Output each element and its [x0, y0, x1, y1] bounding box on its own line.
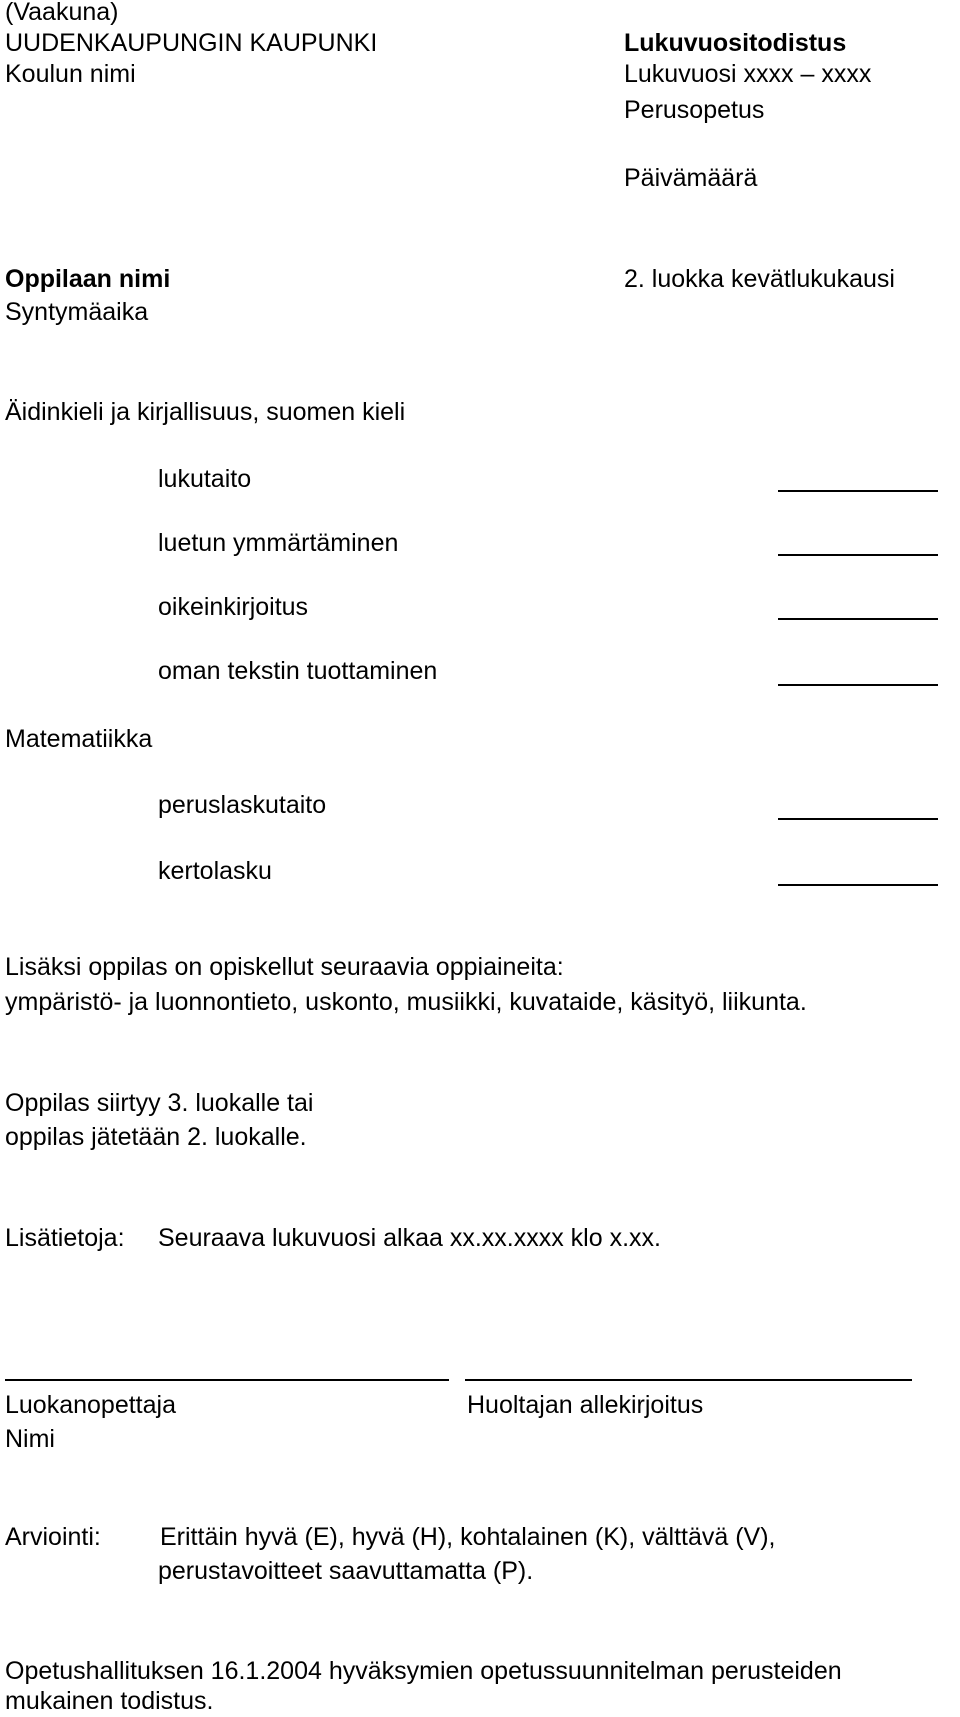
- subject-item: oman tekstin tuottaminen: [158, 657, 438, 685]
- transfer-line-2: oppilas jätetään 2. luokalle.: [5, 1123, 307, 1151]
- grade-line: [778, 490, 938, 492]
- guardian-signature-label: Huoltajan allekirjoitus: [467, 1391, 704, 1419]
- teacher-signature-line: [5, 1379, 449, 1381]
- other-subjects-intro: Lisäksi oppilas on opiskellut seuraavia oppiaineita:: [5, 953, 564, 981]
- subject-item: kertolasku: [158, 857, 272, 885]
- date-field: Päivämäärä: [624, 164, 758, 192]
- grading-line-1: Erittäin hyvä (E), hyvä (H), kohtalainen (K), välttävä (V),: [160, 1523, 776, 1551]
- grade-line: [778, 554, 938, 556]
- subject-title-finnish: Äidinkieli ja kirjallisuus, suomen kieli: [5, 398, 406, 426]
- subject-item: peruslaskutaito: [158, 791, 327, 819]
- grade-line: [778, 684, 938, 686]
- subject-title-math: Matematiikka: [5, 725, 153, 753]
- school-year: Lukuvuosi xxxx – xxxx: [624, 60, 872, 88]
- other-subjects-list: ympäristö- ja luonnontieto, uskonto, musiikki, kuvataide, käsityö, liikunta.: [5, 988, 807, 1016]
- grade-line: [778, 818, 938, 820]
- student-name-label: Oppilaan nimi: [5, 265, 171, 293]
- document-title: Lukuvuositodistus: [624, 29, 847, 57]
- guardian-signature-line: [465, 1379, 912, 1381]
- birthdate-label: Syntymäaika: [5, 298, 149, 326]
- city-name: UUDENKAUPUNGIN KAUPUNKI: [5, 29, 378, 57]
- grading-label: Arviointi:: [5, 1523, 101, 1551]
- additional-info-label: Lisätietoja:: [5, 1224, 125, 1252]
- school-name: Koulun nimi: [5, 60, 136, 88]
- grading-line-2: perustavoitteet saavuttamatta (P).: [158, 1557, 534, 1585]
- footer-line-1: Opetushallituksen 16.1.2004 hyväksymien opetussuunnitelman perusteiden: [5, 1657, 842, 1685]
- subject-item: luetun ymmärtäminen: [158, 529, 399, 557]
- education-type: Perusopetus: [624, 96, 765, 124]
- class-term: 2. luokka kevätlukukausi: [624, 265, 895, 293]
- grade-line: [778, 884, 938, 886]
- teacher-name: Nimi: [5, 1425, 55, 1453]
- transfer-line-1: Oppilas siirtyy 3. luokalle tai: [5, 1089, 314, 1117]
- subject-item: lukutaito: [158, 465, 252, 493]
- teacher-label: Luokanopettaja: [5, 1391, 176, 1419]
- grade-line: [778, 618, 938, 620]
- additional-info-text: Seuraava lukuvuosi alkaa xx.xx.xxxx klo x.xx.: [158, 1224, 661, 1252]
- subject-item: oikeinkirjoitus: [158, 593, 309, 621]
- footer-line-2: mukainen todistus.: [5, 1687, 214, 1715]
- coat-of-arms-placeholder: (Vaakuna): [5, 0, 119, 26]
